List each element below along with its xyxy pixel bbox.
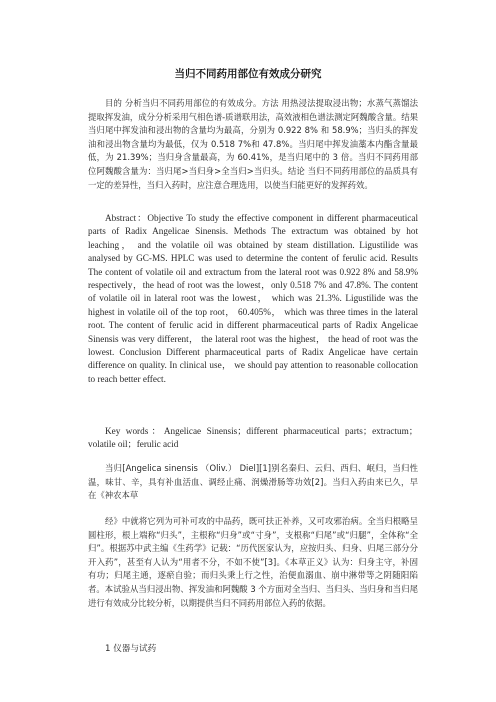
keywords: Key words：Angelicae Sinensis；different pharmaceutical parts；extractum；volatile oil；ferulic acid xyxy=(88,426,418,450)
abstract-english: Abstract：Objective To study the effective component in different pharmaceutical parts of Radix Angelicae Sinensis. Methods The extractum was obtained by hot leaching， and the volatile oil was obtained by steam distillation. Ligustilide was analysed by GC-MS. HPLC was used to determine the content of ferulic acid. Results The content of volatile oil and extractum from the lateral root was 0.922 8% and 58.9% respectively，the head of root was the lowest，only 0.518 7% and 47.8%. The content of volatile oil in lateral root was the lowest， which was 21.3%. Ligustilide was the highest in volatile oil of the top root， 60.405%， which was three times in the lateral root. The content of ferulic acid in different pharmaceutical parts of Radix Angelicae Sinensis was very different， the lateral root was the highest， the head of root was the lowest. Conclusion Different pharmaceutical parts of Radix Angelicae have certain difference on quality. In clinical use， we should pay attention to reasonable collocation to reach better effect. xyxy=(88,213,418,384)
paper-title: 当归不同药用部位有效成分研究 xyxy=(174,68,322,80)
intro-paragraph-1: 当归[Angelica sinensis （Oliv.） Diel][1]别名秦归、云归、西归、岷归，当归性温，味甘、辛，具有补血活血、调经止痛、润燥滑肠等功效[2]。当归入药由来已久，早在《神农本草 xyxy=(88,463,418,501)
section-heading: 1 仪器与试药 xyxy=(105,644,157,654)
abstract-chinese: 目的 分析当归不同药用部位的有效成分。方法 用热浸法提取浸出物；水蒸气蒸馏法提取挥发油，成分分析采用气相色谱-质谱联用法，高效液相色谱法测定阿魏酸含量。结果 当归尾中挥发油和浸出物的含量均为最高，分别为 0.922 8% 和 58.9%；当归头的挥发油和浸出物含量均为最低，仅为 0.518 7%和 47.8%。当归尾中挥发油藁本内酯含量最低，为 21.39%；当归身含量最高，为 60.41%，是当归尾中的 3 倍。当归不同药用部位阿魏酸含量为：当归尾>当归身>全当归>当归头。结论 当归不同药用部位的品质具有一定的差异性，当归入药时，应注意合理选用，以使当归能更好的发挥药效。 xyxy=(88,98,418,190)
intro-paragraph-2: 经》中就将它列为可补可攻的中品药，既可扶正补养，又可攻邪治病。全当归根略呈圆柱形，根上端称“归头”，主根称“归身”或“寸身”，支根称“归尾”或“归腿”，全体称“全归”。根据苏中武主编《生药学》记载：“历代医家认为，应按归头、归身、归尾三部分分开入药”，甚至有人认为“用者不分，不如不使”[3]。《本草正义》认为：归身主守，补固有功；归尾主通，逐瘀自验；而归头秉上行之性，治便血溺血、崩中淋带等之阴随阳陷者。本试验从当归浸出物、挥发油和阿魏酸 3 个方面对全当归、当归头、当归身和当归尾进行有效成分比较分析，以期提供当归不同药用部位入药的依据。 xyxy=(88,516,418,608)
